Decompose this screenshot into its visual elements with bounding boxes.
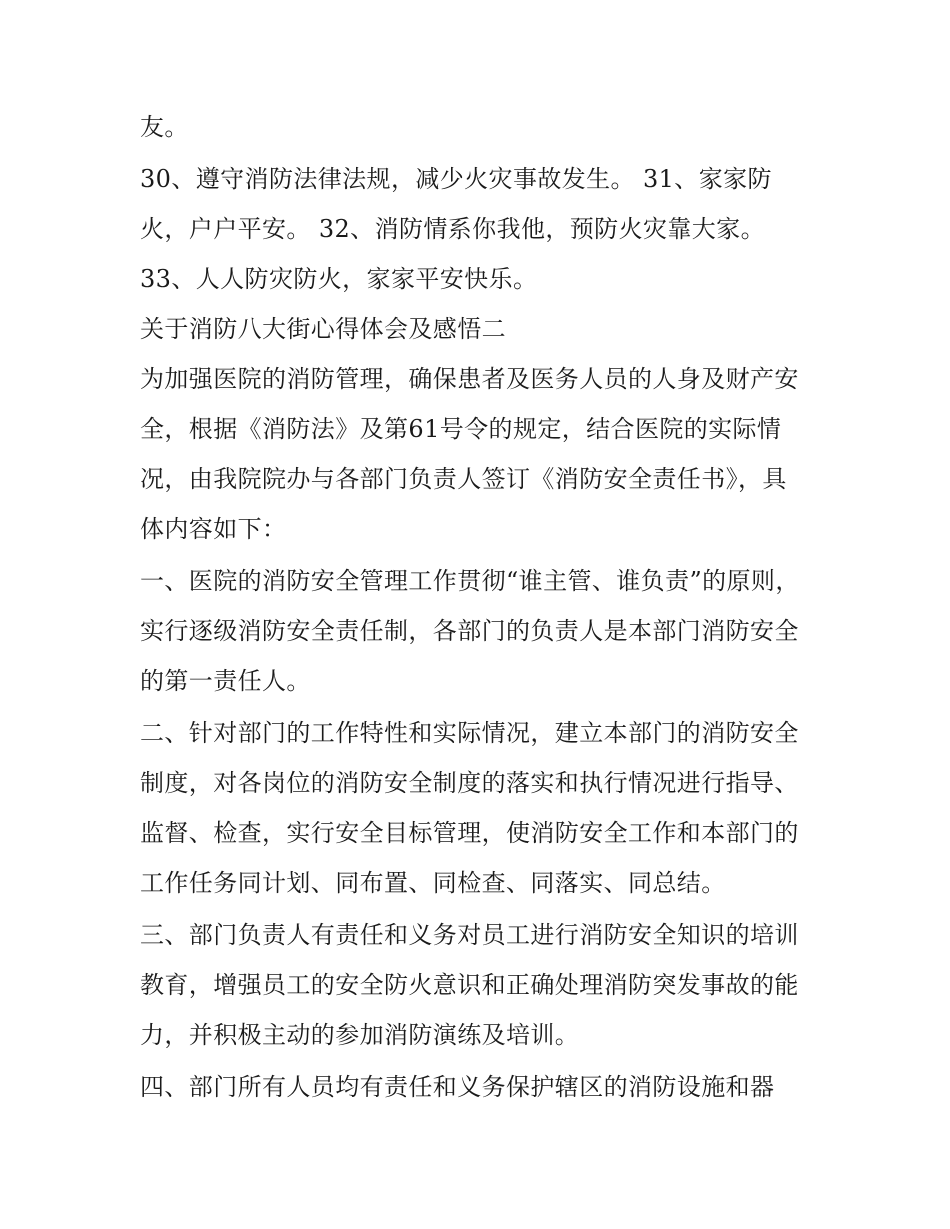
text-line: 制度，对各岗位的消防安全制度的落实和执行情况进行指导、 (140, 769, 799, 797)
text-line: 四、部门所有人员均有责任和义务保护辖区的消防设施和器 (140, 1073, 775, 1101)
text-line: 力，并积极主动的参加消防演练及培训。 (140, 1021, 580, 1049)
text-line: 的第一责任人。 (140, 667, 311, 695)
text-line: 教育，增强员工的安全防火意识和正确处理消防突发事故的能 (140, 971, 799, 999)
text-line: 实行逐级消防安全责任制，各部门的负责人是本部门消防安全 (140, 617, 799, 645)
text-line: 火，户户平安。 32、消防情系你我他，预防火灾靠大家。 (140, 215, 765, 243)
text-line: 况，由我院院办与各部门负责人签订《消防安全责任书》，具 (140, 465, 787, 493)
text-line: 三、部门负责人有责任和义务对员工进行消防安全知识的培训 (140, 921, 799, 949)
text-line: 33、人人防灾防火，家家平安快乐。 (140, 265, 538, 293)
text-line: 全，根据《消防法》及第61号令的规定，结合医院的实际情 (140, 415, 782, 443)
text-line: 友。 (140, 113, 189, 141)
text-line: 一、医院的消防安全管理工作贯彻“谁主管、谁负责”的原则， (140, 567, 800, 595)
text-line: 工作任务同计划、同布置、同检查、同落实、同总结。 (140, 869, 726, 897)
text-line: 体内容如下： (140, 515, 287, 543)
text-line: 为加强医院的消防管理，确保患者及医务人员的人身及财产安 (140, 365, 799, 393)
text-line: 30、遵守消防法律法规，减少火灾事故发生。 31、家家防 (140, 165, 772, 193)
text-line: 监督、检查，实行安全目标管理，使消防安全工作和本部门的 (140, 819, 799, 847)
section-heading: 关于消防八大街心得体会及感悟二 (140, 315, 506, 343)
text-line: 二、针对部门的工作特性和实际情况，建立本部门的消防安全 (140, 719, 799, 747)
